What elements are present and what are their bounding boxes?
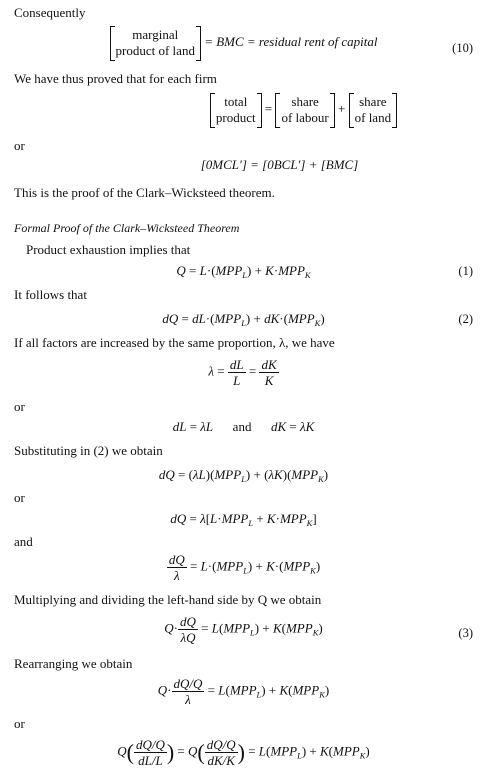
- text-product-exhaustion: Product exhaustion implies that: [26, 242, 191, 257]
- label-marginal: marginal: [132, 27, 179, 42]
- text-proved: We have thus proved that for each firm: [14, 71, 217, 86]
- equation-shares: total product = share of labour + share of land: [60, 93, 487, 128]
- equation-elasticity: Q( $\frac{dQ/Q}{dL/L}$ ) = Q( $\frac{dQ/Q}{dK/K}$ ) = $L(MPP_L) + K(MPP_K)$: [117, 737, 370, 768]
- eq10-rhs: = BMC = residual rent of capital: [204, 34, 378, 50]
- label-total: total: [224, 94, 248, 109]
- label-of-labour: of labour: [281, 110, 329, 126]
- label-product-of-land: product of land: [115, 43, 195, 59]
- text-or-1: or: [14, 138, 25, 153]
- text-it-follows: It follows that: [14, 287, 87, 302]
- bracket-total-product: [210, 93, 262, 128]
- fraction-dl-l: $\frac{dL}{L}$: [229, 357, 244, 388]
- text-and: and: [14, 534, 33, 549]
- text-multiplying: Multiplying and dividing the left-hand side by Q we obtain: [14, 592, 322, 607]
- label-of-land: of land: [354, 110, 392, 126]
- equation-omcl: [0MCL′] = [0BCL′] + [BMC]: [200, 157, 359, 172]
- text-rearranging: Rearranging we obtain: [14, 656, 133, 671]
- eq3-number: (3): [458, 626, 473, 640]
- label-product: product: [215, 110, 256, 126]
- bracket-share-land: [349, 93, 397, 128]
- equation-2: dQ = $dL\cdot(MPP_L) + dK\cdot(MPP_K)$: [162, 311, 325, 328]
- fraction-dq-lambdaq: $\frac{dQ}{\lambda Q}$: [180, 614, 196, 645]
- text-proof-clark: This is the proof of the Clark–Wicksteed theorem.: [14, 185, 275, 200]
- equation-dl-dk: dL = λL and dK = λK: [172, 419, 315, 434]
- heading-formal-proof: Formal Proof of the Clark–Wicksteed Theorem: [14, 221, 240, 235]
- bracket-share-labour: [275, 93, 334, 128]
- fraction-dk-k: $\frac{dK}{K}$: [261, 357, 277, 388]
- text-consequently: Consequently: [14, 5, 86, 20]
- text-substituting: Substituting in (2) we obtain: [14, 443, 163, 458]
- equation-rearranged: Q· $\frac{dQ/Q}{\lambda}$ = $L(MPP_L) + K(MPP_K)$: [157, 676, 330, 707]
- text-and-inline: and: [232, 419, 252, 434]
- equation-3: Q· $\frac{dQ}{\lambda Q}$ = $L(MPP_L) + K(MPP_K)$: [164, 614, 323, 645]
- fraction-dqq-lambda: $\frac{dQ/Q}{\lambda}$: [173, 676, 203, 707]
- eq10-number: (10): [452, 41, 473, 55]
- text-or-4: or: [14, 716, 25, 731]
- bracket-marginal-product-of-land: [110, 26, 201, 61]
- fraction-dq-lambda: $\frac{dQ}{\lambda}$: [168, 552, 185, 583]
- fraction-dqq-dll: $\frac{dQ/Q}{dL/L}$: [135, 737, 165, 768]
- text-if-all: If all factors are increased by the same proportion, λ, we have: [14, 335, 335, 350]
- equation-dq-over-lambda: $\frac{dQ}{\lambda}$ = $L\cdot(MPP_L) + K\cdot(MPP_K)$: [168, 552, 321, 583]
- fraction-dqq-dkk: $\frac{dQ/Q}{dK/K}$: [206, 737, 236, 768]
- equation-factored: dQ = $\lambda[L\cdot MPP_L + K\cdot MPP_K]$: [170, 511, 317, 528]
- text-or-2: or: [14, 399, 25, 414]
- label-share-1: share: [291, 94, 319, 109]
- eq2-number: (2): [458, 312, 473, 326]
- equation-substituted: dQ = $(\lambda L)(MPP_L) + (\lambda K)(MPP_K)$: [158, 467, 329, 484]
- equation-10: [0, 26, 487, 61]
- text-or-3: or: [14, 490, 25, 505]
- label-share-2: share: [359, 94, 387, 109]
- eq1-number: (1): [458, 264, 473, 278]
- equation-lambda: λ = $\frac{dL}{L}$ = $\frac{dK}{K}$: [208, 357, 277, 388]
- equation-1: $Q = L\cdot(MPP_L) + K\cdot MPP_K$: [176, 263, 311, 280]
